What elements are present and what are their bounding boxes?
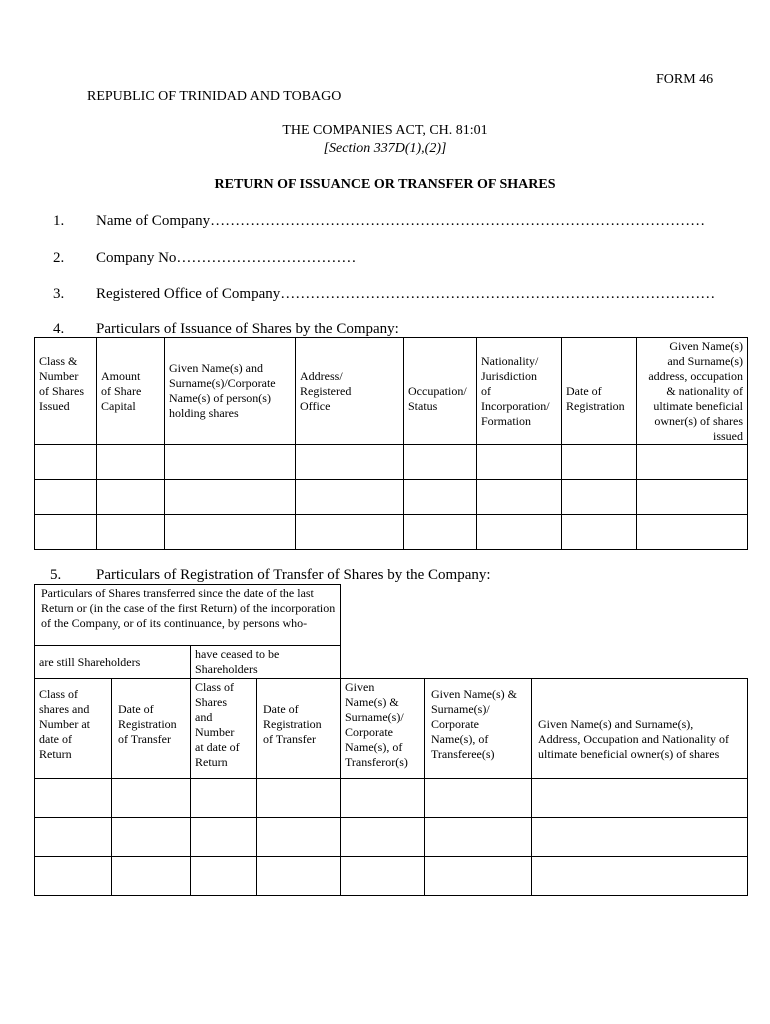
table-cell[interactable]	[532, 818, 748, 857]
table-cell[interactable]	[112, 857, 191, 896]
header-nationality-jurisdiction: Nationality/ Jurisdiction of Incorporation/ Formation	[477, 338, 562, 445]
still-shareholders-header: are still Shareholders	[35, 646, 191, 679]
header-class-number-issued: Class & Number of Shares Issued	[35, 338, 97, 445]
table-row	[35, 779, 748, 818]
ceased-shareholders-header: have ceased to be Shareholders	[191, 646, 341, 679]
company-number-field[interactable]: Company No………………………………	[96, 250, 357, 266]
item-number-2: 2.	[53, 250, 65, 266]
header-occupation-status: Occupation/ Status	[404, 338, 477, 445]
table-cell[interactable]	[35, 445, 97, 480]
table-cell[interactable]	[477, 480, 562, 515]
registered-office-field[interactable]: Registered Office of Company……………………………………………………………………………	[96, 286, 716, 302]
table-cell[interactable]	[165, 480, 296, 515]
table-cell[interactable]	[425, 857, 532, 896]
table-cell[interactable]	[562, 515, 637, 550]
act-title: THE COMPANIES ACT, CH. 81:01	[282, 123, 488, 138]
form-number: FORM 46	[656, 72, 714, 87]
table-cell[interactable]	[562, 480, 637, 515]
table-cell[interactable]	[191, 818, 257, 857]
table-cell[interactable]	[637, 480, 748, 515]
header-holder-names: Given Name(s) and Surname(s)/Corporate Name(s) of person(s) holding shares	[165, 338, 296, 445]
header-date-registration-ceased: Date of Registration of Transfer	[257, 679, 341, 779]
table-cell[interactable]	[296, 445, 404, 480]
item-number-1: 1.	[53, 213, 65, 229]
header-transferee-names: Given Name(s) & Surname(s)/ Corporate Name(s), of Transferee(s)	[425, 679, 532, 779]
transfer-group-description: Particulars of Shares transferred since the date of the last Return or (in the case of the first Return) of the incorporation of the Company, or of its continuance, by persons who-	[35, 585, 341, 646]
table-cell[interactable]	[532, 779, 748, 818]
table-cell[interactable]	[257, 818, 341, 857]
header-class-shares-ceased: Class of Shares and Number at date of Return	[191, 679, 257, 779]
table-cell[interactable]	[35, 818, 112, 857]
table-cell[interactable]	[404, 515, 477, 550]
table-cell[interactable]	[35, 857, 112, 896]
table-cell[interactable]	[165, 445, 296, 480]
table-cell[interactable]	[35, 480, 97, 515]
section-reference: [Section 337D(1),(2)]	[323, 141, 447, 156]
table-cell[interactable]	[341, 857, 425, 896]
table-cell[interactable]	[35, 779, 112, 818]
table-cell[interactable]	[296, 480, 404, 515]
table-cell[interactable]	[637, 515, 748, 550]
transfer-table	[34, 678, 748, 896]
table-cell[interactable]	[477, 515, 562, 550]
item-number-4: 4.	[53, 321, 65, 337]
header-class-shares-number: Class of shares and Number at date of Return	[35, 679, 112, 779]
table-cell[interactable]	[341, 818, 425, 857]
table-cell[interactable]	[532, 857, 748, 896]
table-cell[interactable]	[637, 445, 748, 480]
table-cell[interactable]	[165, 515, 296, 550]
table-row	[35, 818, 748, 857]
table-cell[interactable]	[425, 779, 532, 818]
item-number-5: 5.	[50, 567, 62, 583]
issuance-header-row	[35, 338, 748, 445]
table-row	[35, 857, 748, 896]
header-date-of-registration: Date of Registration	[562, 338, 637, 445]
header-date-registration-transfer: Date of Registration of Transfer	[112, 679, 191, 779]
transfer-group-header	[34, 584, 341, 679]
issuance-section-heading: Particulars of Issuance of Shares by the Company:	[96, 321, 399, 337]
form-title: RETURN OF ISSUANCE OR TRANSFER OF SHARES	[214, 177, 556, 192]
country-name: REPUBLIC OF TRINIDAD AND TOBAGO	[87, 89, 342, 104]
table-cell[interactable]	[257, 857, 341, 896]
table-cell[interactable]	[97, 515, 165, 550]
issuance-table	[34, 337, 748, 550]
header-beneficial-owners: Given Name(s) and Surname(s) address, occupation & nationality of ultimate beneficial owner(s) of shares issued	[637, 338, 748, 445]
transfer-header-row	[35, 679, 748, 779]
table-cell[interactable]	[97, 480, 165, 515]
table-cell[interactable]	[112, 779, 191, 818]
table-cell[interactable]	[425, 818, 532, 857]
table-cell[interactable]	[97, 445, 165, 480]
header-address-office: Address/ Registered Office	[296, 338, 404, 445]
table-cell[interactable]	[477, 445, 562, 480]
table-cell[interactable]	[562, 445, 637, 480]
table-row	[35, 480, 748, 515]
header-amount-share-capital: Amount of Share Capital	[97, 338, 165, 445]
company-name-field[interactable]: Name of Company………………………………………………………………………………………	[96, 213, 706, 229]
header-transferor-names: Given Name(s) & Surname(s)/ Corporate Name(s), of Transferor(s)	[341, 679, 425, 779]
table-cell[interactable]	[296, 515, 404, 550]
table-cell[interactable]	[112, 818, 191, 857]
table-row	[35, 515, 748, 550]
table-cell[interactable]	[341, 779, 425, 818]
table-row	[35, 445, 748, 480]
table-cell[interactable]	[404, 445, 477, 480]
header-ultimate-beneficial-owners: Given Name(s) and Surname(s), Address, Occupation and Nationality of ultimate beneficial owner(s) of shares	[532, 679, 748, 779]
table-cell[interactable]	[191, 779, 257, 818]
table-cell[interactable]	[191, 857, 257, 896]
table-cell[interactable]	[257, 779, 341, 818]
table-cell[interactable]	[35, 515, 97, 550]
table-cell[interactable]	[404, 480, 477, 515]
transfer-section-heading: Particulars of Registration of Transfer of Shares by the Company:	[96, 567, 491, 583]
item-number-3: 3.	[53, 286, 65, 302]
